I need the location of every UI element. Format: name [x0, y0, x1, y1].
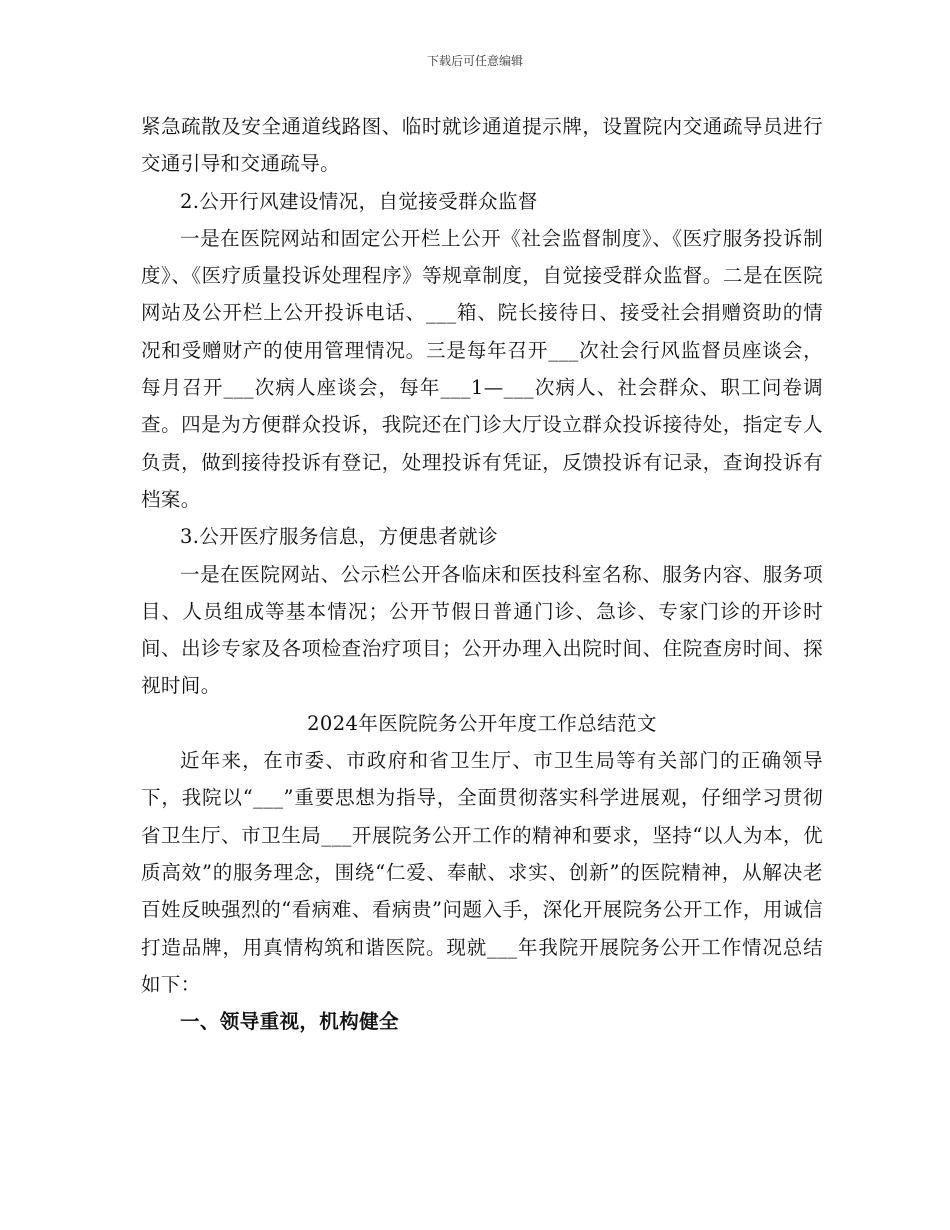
document-body [141, 108, 823, 1040]
page-header: 下载后可任意编辑 [426, 54, 523, 68]
paragraph-continuation: 紧急疏散及安全通道线路图、临时就诊通道提示牌，设置院内交通疏导员进行交通引导和交通疏导。 [141, 115, 823, 176]
paragraph-service-info: 一是在医院网站、公示栏公开各临床和医技科室名称、服务内容、服务项目、人员组成等基本情况；公开节假日普通门诊、急诊、专家门诊的开诊时间、出诊专家及各项检查治疗项目；公开办理入出院时间、住院查房时间、探视时间。 [141, 562, 823, 698]
section-heading-3: 3.公开医疗服务信息，方便患者就诊 [180, 525, 498, 549]
section-heading-2: 2.公开行风建设情况，自觉接受群众监督 [180, 189, 538, 213]
paragraph-supervision: 一是在医院网站和固定公开栏上公开《社会监督制度》、《医疗服务投诉制度》、《医疗质量投诉处理程序》等规章制度，自觉接受群众监督。二是在医院网站及公开栏上公开投诉电话、___箱、院长接待日、接受社会捐赠资助的情况和受赠财产的使用管理情况。三是每年召开___次社会行风监督员座谈会，每月召开___次病人座谈会，每年___1—___次病人、社会群众、职工问卷调查。四是为方便群众投诉，我院还在门诊大厅设立群众投诉接待处，指定专人负责，做到接待投诉有登记，处理投诉有凭证，反馈投诉有记录，查询投诉有档案。 [141, 226, 823, 511]
paragraph-intro: 近年来，在市委、市政府和省卫生厅、市卫生局等有关部门的正确领导下，我院以“___”重要思想为指导，全面贯彻落实科学进展观，仔细学习贯彻省卫生厅、市卫生局___开展院务公开工作的精神和要求，坚持“以人为本，优质高效”的服务理念，围绕“仁爱、奉献、求实、创新”的医院精神，从解决老百姓反映强烈的“看病难、看病贵”问题入手，深化开展院务公开工作，用诚信打造品牌，用真情构筑和谐医院。现就___年我院开展院务公开工作情况总结如下： [141, 749, 823, 996]
article-title: 2024年医院院务公开年度工作总结范文 [307, 711, 657, 735]
section-heading-one: 一、领导重视，机构健全 [180, 1010, 399, 1034]
